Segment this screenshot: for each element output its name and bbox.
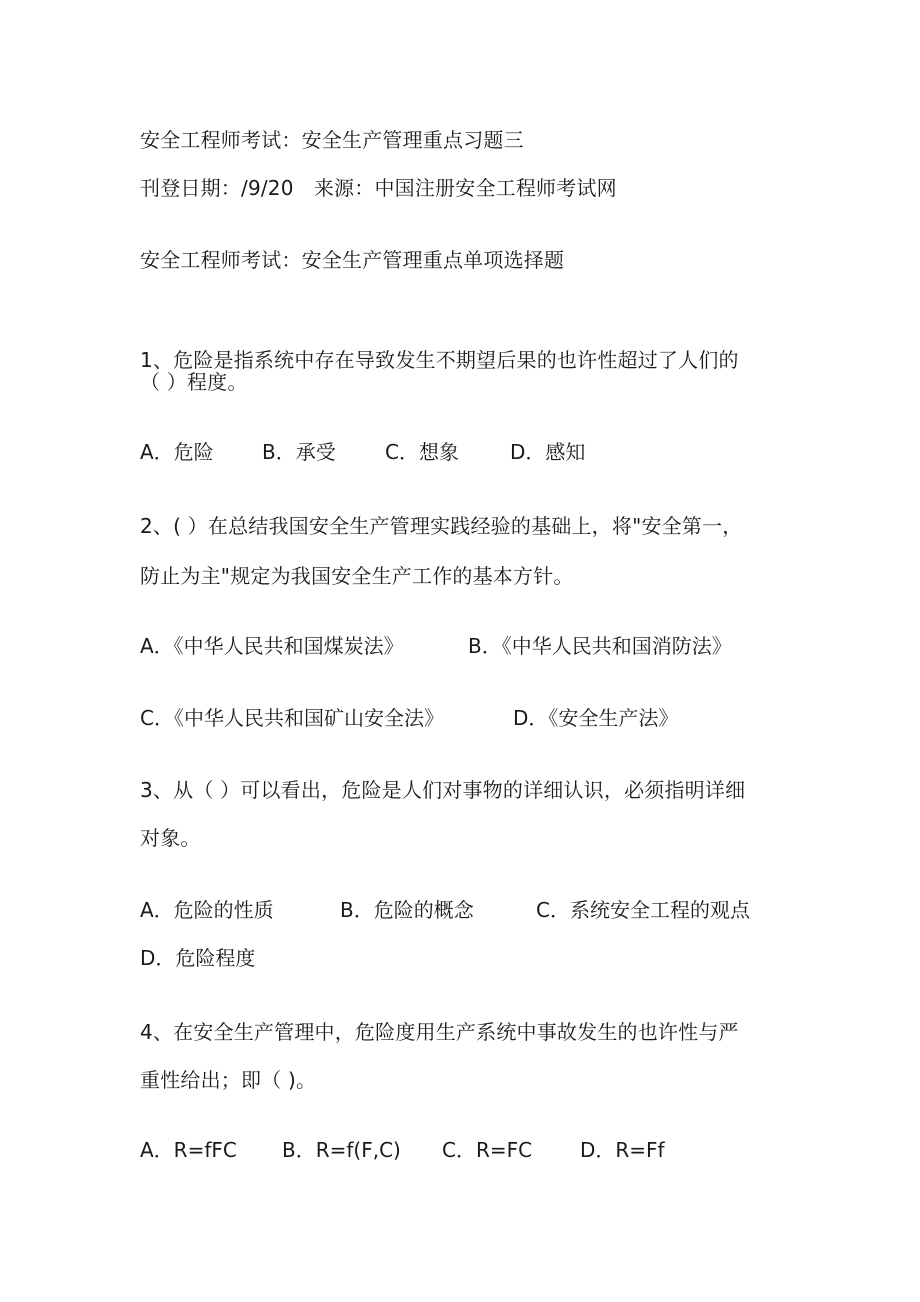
question-1-text-cont: （ ）程度。 <box>140 370 248 394</box>
option-c: C．R=FC <box>442 1138 533 1162</box>
option-d: D．《安全生产法》 <box>513 706 679 730</box>
section-heading: 安全工程师考试：安全生产管理重点单项选择题 <box>140 248 565 272</box>
question-4-text-cont: 重性给出；即（ )。 <box>140 1068 317 1092</box>
option-d: D．感知 <box>510 440 586 464</box>
document-title: 安全工程师考试：安全生产管理重点习题三 <box>140 128 524 152</box>
option-a: A．危险 <box>140 440 214 464</box>
question-4-text: 4、在安全生产管理中，危险度用生产系统中事故发生的也许性与严 <box>140 1020 739 1044</box>
question-3-text: 3、从（ ）可以看出，危险是人们对事物的详细认识，必须指明详细 <box>140 778 746 802</box>
option-d: D．R=Ff <box>580 1138 665 1162</box>
option-a: A．R=fFC <box>140 1138 237 1162</box>
publish-meta: 刊登日期：/9/20 来源：中国注册安全工程师考试网 <box>140 176 617 200</box>
option-b: B．危险的概念 <box>340 898 474 922</box>
option-b: B．R=f(F,C) <box>282 1138 401 1162</box>
option-c: C．想象 <box>385 440 459 464</box>
question-2-text: 2、( ）在总结我国安全生产管理实践经验的基础上，将"安全第一， <box>140 514 743 538</box>
option-a: A．危险的性质 <box>140 898 274 922</box>
question-1-text: 1、危险是指系统中存在导致发生不期望后果的也许性超过了人们的 <box>140 348 739 372</box>
option-c: C．系统安全工程的观点 <box>536 898 750 922</box>
option-c: C．《中华人民共和国矿山安全法》 <box>140 706 444 730</box>
question-2-text-cont: 防止为主"规定为我国安全生产工作的基本方针。 <box>140 564 574 588</box>
question-3-text-cont: 对象。 <box>140 826 201 850</box>
option-a: A．《中华人民共和国煤炭法》 <box>140 634 404 658</box>
option-d: D．危险程度 <box>140 946 256 970</box>
option-b: B．承受 <box>262 440 336 464</box>
option-b: B．《中华人民共和国消防法》 <box>468 634 732 658</box>
